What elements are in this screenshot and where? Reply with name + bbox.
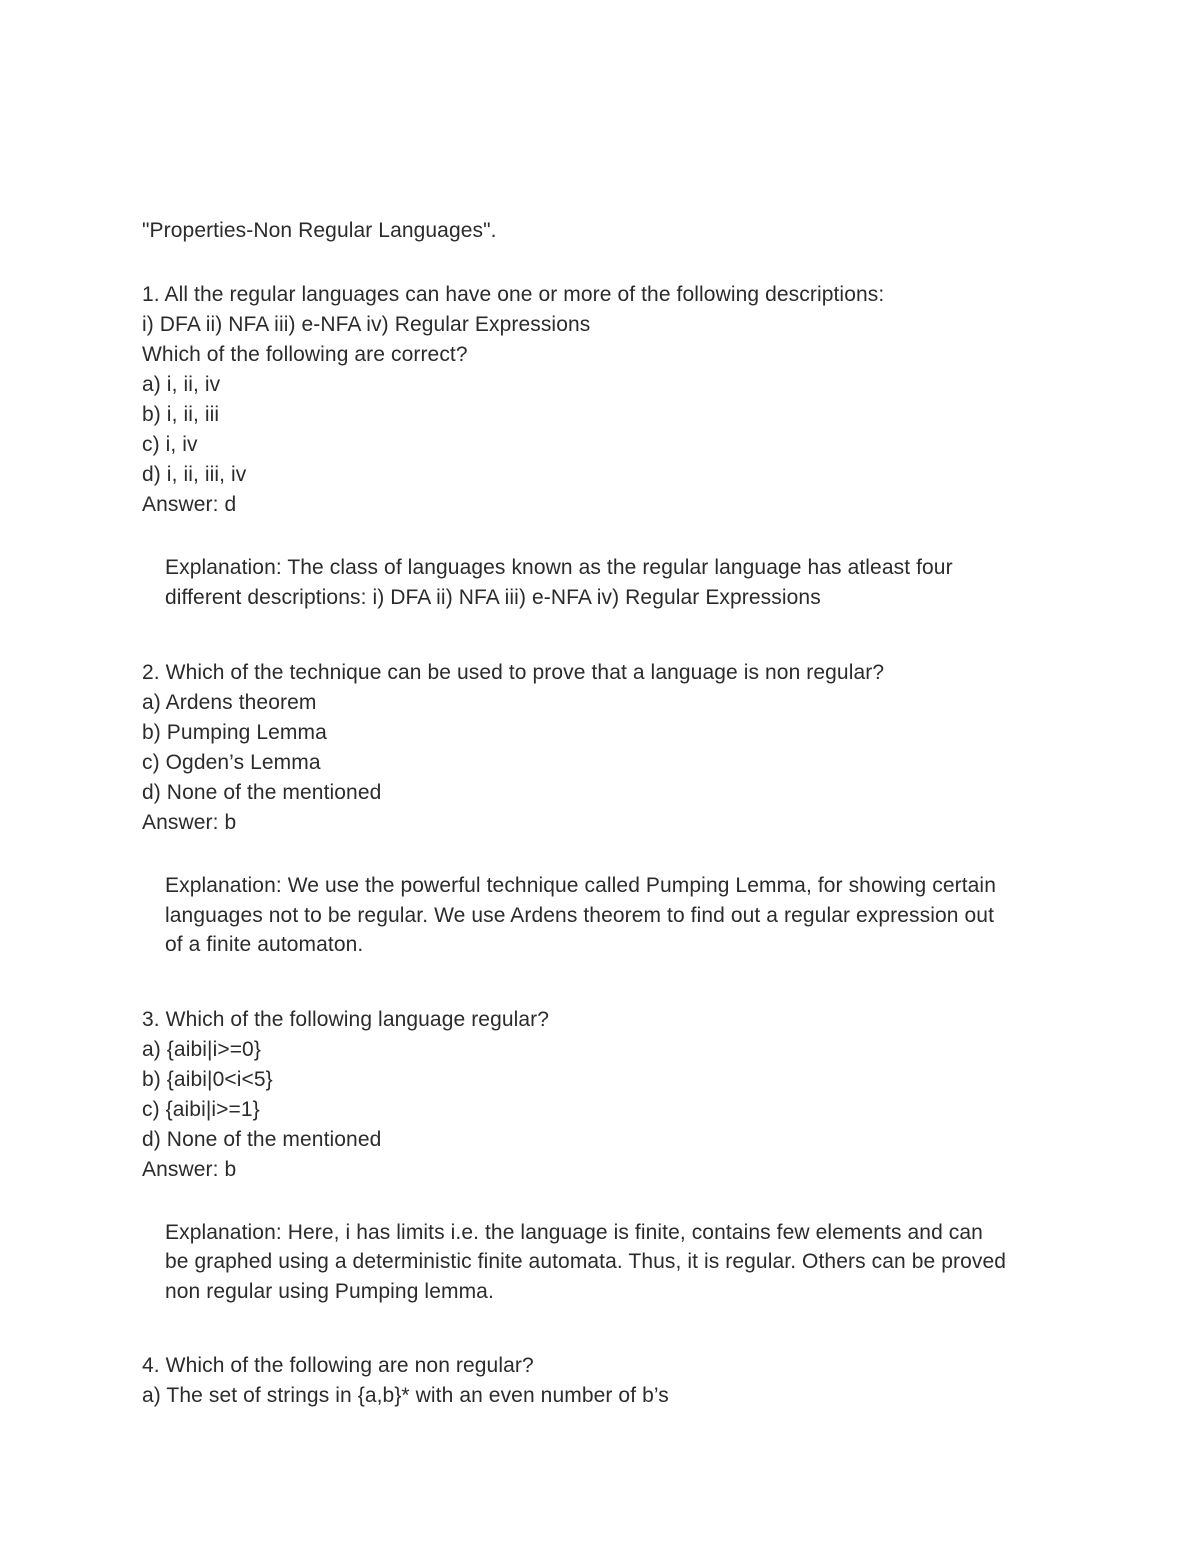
option-a: a) i, ii, iv xyxy=(142,373,221,396)
option-a: a) The set of strings in {a,b}* with an even number of b’s xyxy=(142,1384,669,1407)
question-text: 3. Which of the following language regular? xyxy=(142,1007,550,1031)
option-d: d) None of the mentioned xyxy=(142,781,382,804)
spacer xyxy=(142,246,1082,280)
question-block-1 xyxy=(142,280,1082,612)
option-b: b) {aibi|0<i<5} xyxy=(142,1067,273,1091)
option-c: c) Ogden’s Lemma xyxy=(142,751,321,774)
document-title: "Properties-Non Regular Languages". xyxy=(142,219,497,242)
explanation-line: Explanation: We use the powerful technique called Pumping Lemma, for showing certain xyxy=(165,874,996,897)
explanation-line: Explanation: Here, i has limits i.e. the language is finite, contains few elements and can xyxy=(165,1220,983,1244)
option-a: a) Ardens theorem xyxy=(142,691,317,714)
explanation-line: Explanation: The class of languages known as the regular language has atleast four xyxy=(165,556,953,579)
spacer xyxy=(142,838,1082,871)
question-block-3 xyxy=(142,1005,1082,1307)
explanation-line: different descriptions: i) DFA ii) NFA iii) e-NFA iv) Regular Expressions xyxy=(165,585,821,609)
option-c: c) i, iv xyxy=(142,433,198,456)
option-b: b) i, ii, iii xyxy=(142,403,220,426)
document-content xyxy=(142,216,1082,1411)
question-extra-line: i) DFA ii) NFA iii) e-NFA iv) Regular Expressions xyxy=(142,313,591,336)
spacer xyxy=(142,612,1082,658)
option-d: d) i, ii, iii, iv xyxy=(142,463,247,486)
explanation-block xyxy=(142,553,1082,612)
question-block-2 xyxy=(142,658,1082,960)
spacer xyxy=(142,1306,1082,1351)
explanation-block xyxy=(142,1218,1082,1307)
question-extra-line: Which of the following are correct? xyxy=(142,343,468,366)
question-text: 2. Which of the technique can be used to prove that a language is non regular? xyxy=(142,661,885,684)
question-text: 1. All the regular languages can have one or more of the following descriptions: xyxy=(142,283,885,306)
explanation-line: languages not to be regular. We use Ardens theorem to find out a regular expression out xyxy=(165,903,995,927)
option-c: c) {aibi|i>=1} xyxy=(142,1097,260,1121)
spacer xyxy=(142,960,1082,1005)
answer-line: Answer: b xyxy=(142,811,237,834)
option-d: d) None of the mentioned xyxy=(142,1127,382,1151)
explanation-block xyxy=(142,871,1082,960)
question-block-4 xyxy=(142,1351,1082,1411)
option-a: a) {aibi|i>=0} xyxy=(142,1037,261,1061)
explanation-line: non regular using Pumping lemma. xyxy=(165,1279,494,1303)
spacer xyxy=(142,520,1082,553)
answer-line: Answer: d xyxy=(142,493,237,516)
explanation-line: be graphed using a deterministic finite automata. Thus, it is regular. Others can be proved xyxy=(165,1250,1007,1273)
option-b: b) Pumping Lemma xyxy=(142,721,327,744)
answer-line: Answer: b xyxy=(142,1157,237,1181)
question-text: 4. Which of the following are non regular? xyxy=(142,1354,534,1377)
spacer xyxy=(142,1185,1082,1218)
explanation-line: of a finite automaton. xyxy=(165,933,364,956)
